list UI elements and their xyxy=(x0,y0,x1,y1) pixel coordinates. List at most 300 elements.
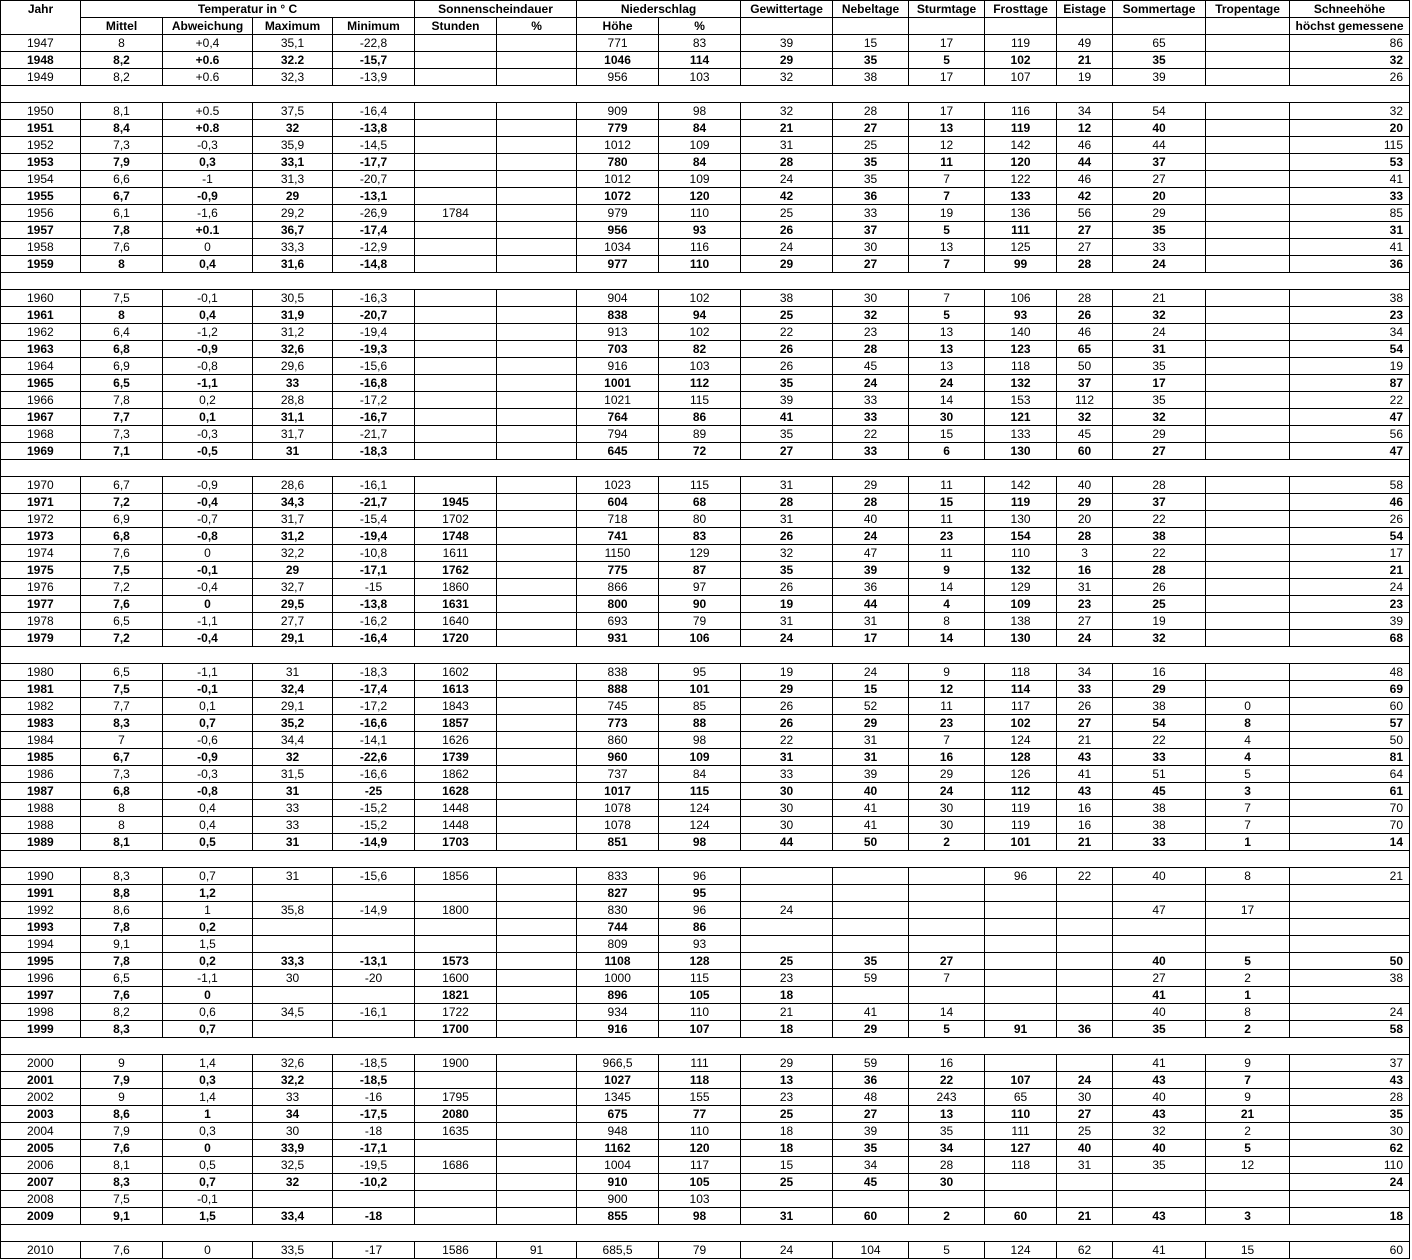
cell-nieder-prozent: 96 xyxy=(659,868,741,885)
cell-sonne-prozent xyxy=(497,52,577,69)
cell-gewittertage: 18 xyxy=(741,1021,833,1038)
cell-abweichung: 0 xyxy=(163,596,253,613)
cell-nieder-prozent: 79 xyxy=(659,613,741,630)
cell-schneehoehe: 70 xyxy=(1290,817,1410,834)
cell-nebeltage: 104 xyxy=(833,1242,909,1259)
cell-minimum: -10,8 xyxy=(333,545,415,562)
cell-frosttage xyxy=(985,953,1057,970)
cell-sonne-prozent xyxy=(497,630,577,647)
cell-eistage xyxy=(1057,902,1113,919)
cell-nebeltage: 23 xyxy=(833,324,909,341)
cell-sturmtage: 7 xyxy=(909,256,985,273)
cell-sonne-prozent xyxy=(497,766,577,783)
cell-sonne-prozent: 91 xyxy=(497,1242,577,1259)
cell-sturmtage: 19 xyxy=(909,205,985,222)
cell-tropentage xyxy=(1206,443,1290,460)
cell-tropentage: 8 xyxy=(1206,715,1290,732)
cell-nieder-prozent: 93 xyxy=(659,936,741,953)
cell-mittel: 8,8 xyxy=(81,885,163,902)
cell-nebeltage: 40 xyxy=(833,783,909,800)
cell-maximum: 31,1 xyxy=(253,409,333,426)
cell-gewittertage: 35 xyxy=(741,562,833,579)
cell-sturmtage: 17 xyxy=(909,35,985,52)
cell-stunden: 1600 xyxy=(415,970,497,987)
cell-gewittertage: 35 xyxy=(741,426,833,443)
cell-sonne-prozent xyxy=(497,1123,577,1140)
cell-jahr: 1990 xyxy=(1,868,81,885)
cell-maximum: 34 xyxy=(253,1106,333,1123)
cell-minimum: -18,3 xyxy=(333,443,415,460)
cell-gewittertage: 22 xyxy=(741,324,833,341)
cell-hoehe: 1012 xyxy=(577,171,659,188)
spacer-cell xyxy=(659,460,741,477)
cell-maximum: 32.2 xyxy=(253,52,333,69)
cell-stunden xyxy=(415,409,497,426)
cell-abweichung: 0 xyxy=(163,1140,253,1157)
cell-tropentage xyxy=(1206,290,1290,307)
spacer-cell xyxy=(909,647,985,664)
spacer-cell xyxy=(833,1038,909,1055)
cell-schneehoehe: 35 xyxy=(1290,1106,1410,1123)
cell-minimum: -13,1 xyxy=(333,188,415,205)
cell-abweichung: -0,7 xyxy=(163,511,253,528)
cell-nieder-prozent: 115 xyxy=(659,392,741,409)
table-row xyxy=(1,1004,1410,1021)
spacer-cell xyxy=(833,86,909,103)
cell-mittel: 6,9 xyxy=(81,358,163,375)
cell-mittel: 6,6 xyxy=(81,171,163,188)
cell-sturmtage: 2 xyxy=(909,834,985,851)
cell-gewittertage: 26 xyxy=(741,341,833,358)
table-row xyxy=(1,698,1410,715)
cell-maximum: 33,4 xyxy=(253,1208,333,1225)
cell-nieder-prozent: 128 xyxy=(659,953,741,970)
cell-eistage xyxy=(1057,970,1113,987)
cell-sommertage: 51 xyxy=(1113,766,1206,783)
cell-mittel: 8,3 xyxy=(81,1021,163,1038)
cell-hoehe: 1027 xyxy=(577,1072,659,1089)
cell-hoehe: 956 xyxy=(577,222,659,239)
cell-eistage: 112 xyxy=(1057,392,1113,409)
cell-sonne-prozent xyxy=(497,868,577,885)
cell-mittel: 6,5 xyxy=(81,970,163,987)
cell-eistage: 43 xyxy=(1057,749,1113,766)
cell-hoehe: 860 xyxy=(577,732,659,749)
cell-abweichung: -0,4 xyxy=(163,494,253,511)
cell-sonne-prozent xyxy=(497,817,577,834)
cell-schneehoehe: 61 xyxy=(1290,783,1410,800)
cell-nieder-prozent: 117 xyxy=(659,1157,741,1174)
cell-schneehoehe: 23 xyxy=(1290,596,1410,613)
cell-sommertage: 54 xyxy=(1113,715,1206,732)
cell-nebeltage: 33 xyxy=(833,392,909,409)
cell-nebeltage: 27 xyxy=(833,256,909,273)
cell-abweichung: 0 xyxy=(163,545,253,562)
table-row xyxy=(1,443,1410,460)
cell-hoehe: 1072 xyxy=(577,188,659,205)
cell-sommertage: 29 xyxy=(1113,205,1206,222)
cell-stunden xyxy=(415,1208,497,1225)
spacer-cell xyxy=(833,851,909,868)
cell-schneehoehe: 110 xyxy=(1290,1157,1410,1174)
cell-maximum: 33,5 xyxy=(253,1242,333,1259)
cell-schneehoehe: 68 xyxy=(1290,630,1410,647)
cell-jahr: 1998 xyxy=(1,1004,81,1021)
spacer-cell xyxy=(253,1225,333,1242)
spacer-cell xyxy=(81,86,163,103)
cell-sonne-prozent xyxy=(497,1157,577,1174)
cell-hoehe: 1078 xyxy=(577,800,659,817)
table-row xyxy=(1,715,1410,732)
spacer-cell xyxy=(163,1225,253,1242)
cell-sturmtage: 5 xyxy=(909,1242,985,1259)
cell-maximum: 28,8 xyxy=(253,392,333,409)
cell-gewittertage: 39 xyxy=(741,392,833,409)
cell-jahr: 1987 xyxy=(1,783,81,800)
cell-hoehe: 1004 xyxy=(577,1157,659,1174)
cell-minimum: -17,7 xyxy=(333,154,415,171)
cell-eistage: 29 xyxy=(1057,494,1113,511)
cell-tropentage xyxy=(1206,477,1290,494)
cell-nebeltage: 35 xyxy=(833,154,909,171)
cell-sonne-prozent xyxy=(497,800,577,817)
cell-schneehoehe: 69 xyxy=(1290,681,1410,698)
spacer-cell xyxy=(415,851,497,868)
cell-abweichung: 1 xyxy=(163,1106,253,1123)
cell-sonne-prozent xyxy=(497,936,577,953)
cell-frosttage xyxy=(985,987,1057,1004)
cell-stunden xyxy=(415,120,497,137)
cell-stunden: 1795 xyxy=(415,1089,497,1106)
spacer-cell xyxy=(81,1038,163,1055)
cell-abweichung: +0,4 xyxy=(163,35,253,52)
cell-nebeltage: 41 xyxy=(833,817,909,834)
cell-hoehe: 693 xyxy=(577,613,659,630)
cell-nieder-prozent: 105 xyxy=(659,987,741,1004)
cell-sturmtage xyxy=(909,919,985,936)
cell-schneehoehe: 18 xyxy=(1290,1208,1410,1225)
cell-sturmtage: 30 xyxy=(909,800,985,817)
cell-abweichung: -0,8 xyxy=(163,358,253,375)
cell-eistage: 28 xyxy=(1057,256,1113,273)
cell-abweichung: 0,1 xyxy=(163,698,253,715)
cell-nieder-prozent: 116 xyxy=(659,239,741,256)
cell-tropentage: 3 xyxy=(1206,783,1290,800)
cell-sturmtage: 16 xyxy=(909,1055,985,1072)
cell-nebeltage: 36 xyxy=(833,579,909,596)
cell-schneehoehe: 60 xyxy=(1290,698,1410,715)
cell-maximum: 31 xyxy=(253,868,333,885)
cell-sommertage: 24 xyxy=(1113,256,1206,273)
cell-stunden: 1843 xyxy=(415,698,497,715)
spacer-cell xyxy=(1113,86,1206,103)
cell-nieder-prozent: 110 xyxy=(659,256,741,273)
cell-sommertage: 40 xyxy=(1113,1089,1206,1106)
header-jahr: Jahr xyxy=(1,1,81,18)
cell-stunden: 2080 xyxy=(415,1106,497,1123)
spacer-cell xyxy=(253,1038,333,1055)
cell-nieder-prozent: 106 xyxy=(659,630,741,647)
cell-sturmtage xyxy=(909,936,985,953)
cell-sommertage: 41 xyxy=(1113,1242,1206,1259)
cell-jahr: 1979 xyxy=(1,630,81,647)
cell-frosttage: 140 xyxy=(985,324,1057,341)
table-row xyxy=(1,681,1410,698)
cell-mittel: 7,6 xyxy=(81,545,163,562)
cell-tropentage: 1 xyxy=(1206,987,1290,1004)
cell-eistage: 40 xyxy=(1057,1140,1113,1157)
cell-sonne-prozent xyxy=(497,1004,577,1021)
cell-gewittertage: 25 xyxy=(741,953,833,970)
cell-mittel: 8,3 xyxy=(81,868,163,885)
cell-nieder-prozent: 94 xyxy=(659,307,741,324)
cell-sommertage: 28 xyxy=(1113,562,1206,579)
cell-schneehoehe: 115 xyxy=(1290,137,1410,154)
cell-frosttage: 119 xyxy=(985,35,1057,52)
cell-frosttage: 129 xyxy=(985,579,1057,596)
table-row xyxy=(1,103,1410,120)
cell-sommertage: 32 xyxy=(1113,1123,1206,1140)
cell-maximum xyxy=(253,919,333,936)
cell-jahr: 2009 xyxy=(1,1208,81,1225)
table-row xyxy=(1,154,1410,171)
table-row xyxy=(1,290,1410,307)
spacer-cell xyxy=(1290,851,1410,868)
cell-sommertage: 40 xyxy=(1113,1004,1206,1021)
cell-nieder-prozent: 98 xyxy=(659,1208,741,1225)
cell-schneehoehe: 38 xyxy=(1290,290,1410,307)
cell-eistage: 3 xyxy=(1057,545,1113,562)
cell-sonne-prozent xyxy=(497,511,577,528)
cell-hoehe: 775 xyxy=(577,562,659,579)
cell-schneehoehe: 47 xyxy=(1290,409,1410,426)
cell-eistage: 33 xyxy=(1057,681,1113,698)
cell-tropentage xyxy=(1206,936,1290,953)
cell-gewittertage xyxy=(741,919,833,936)
cell-frosttage: 109 xyxy=(985,596,1057,613)
cell-sommertage: 35 xyxy=(1113,358,1206,375)
cell-maximum: 29 xyxy=(253,562,333,579)
cell-tropentage xyxy=(1206,1191,1290,1208)
cell-hoehe: 833 xyxy=(577,868,659,885)
table-row xyxy=(1,392,1410,409)
cell-frosttage xyxy=(985,970,1057,987)
cell-eistage: 37 xyxy=(1057,375,1113,392)
cell-frosttage: 99 xyxy=(985,256,1057,273)
cell-abweichung: 0,1 xyxy=(163,409,253,426)
cell-maximum: 32,6 xyxy=(253,341,333,358)
cell-tropentage xyxy=(1206,324,1290,341)
cell-stunden: 1862 xyxy=(415,766,497,783)
cell-maximum: 31,7 xyxy=(253,511,333,528)
cell-nieder-prozent: 155 xyxy=(659,1089,741,1106)
cell-jahr: 1952 xyxy=(1,137,81,154)
spacer-cell xyxy=(1057,1038,1113,1055)
cell-mittel: 7,8 xyxy=(81,222,163,239)
cell-hoehe: 685,5 xyxy=(577,1242,659,1259)
cell-mittel: 7,9 xyxy=(81,154,163,171)
cell-sonne-prozent xyxy=(497,562,577,579)
cell-hoehe: 800 xyxy=(577,596,659,613)
cell-stunden xyxy=(415,885,497,902)
cell-sturmtage: 23 xyxy=(909,715,985,732)
cell-stunden: 1586 xyxy=(415,1242,497,1259)
cell-nebeltage: 30 xyxy=(833,239,909,256)
cell-abweichung: 0,2 xyxy=(163,953,253,970)
cell-gewittertage xyxy=(741,936,833,953)
cell-frosttage: 154 xyxy=(985,528,1057,545)
cell-sturmtage: 15 xyxy=(909,426,985,443)
cell-sonne-prozent xyxy=(497,1208,577,1225)
cell-eistage: 45 xyxy=(1057,426,1113,443)
cell-minimum: -20,7 xyxy=(333,171,415,188)
cell-tropentage: 8 xyxy=(1206,1004,1290,1021)
cell-frosttage: 117 xyxy=(985,698,1057,715)
cell-abweichung: -0,1 xyxy=(163,562,253,579)
cell-sommertage: 40 xyxy=(1113,953,1206,970)
spacer-cell xyxy=(415,86,497,103)
cell-nieder-prozent: 72 xyxy=(659,443,741,460)
cell-eistage xyxy=(1057,936,1113,953)
table-row xyxy=(1,953,1410,970)
cell-nieder-prozent: 107 xyxy=(659,1021,741,1038)
cell-hoehe: 909 xyxy=(577,103,659,120)
cell-minimum: -14,9 xyxy=(333,902,415,919)
cell-stunden xyxy=(415,256,497,273)
cell-sonne-prozent xyxy=(497,1191,577,1208)
cell-abweichung: +0.6 xyxy=(163,52,253,69)
cell-mittel: 9 xyxy=(81,1055,163,1072)
cell-schneehoehe: 41 xyxy=(1290,239,1410,256)
cell-sturmtage: 5 xyxy=(909,1021,985,1038)
spacer-cell xyxy=(659,1225,741,1242)
spacer-cell xyxy=(163,273,253,290)
cell-tropentage xyxy=(1206,681,1290,698)
cell-minimum: -16,6 xyxy=(333,766,415,783)
cell-minimum: -15,7 xyxy=(333,52,415,69)
cell-eistage: 21 xyxy=(1057,1208,1113,1225)
cell-schneehoehe: 33 xyxy=(1290,188,1410,205)
cell-sturmtage: 23 xyxy=(909,528,985,545)
cell-stunden xyxy=(415,307,497,324)
cell-eistage xyxy=(1057,1191,1113,1208)
cell-sonne-prozent xyxy=(497,188,577,205)
cell-tropentage: 4 xyxy=(1206,749,1290,766)
cell-nieder-prozent: 77 xyxy=(659,1106,741,1123)
table-row xyxy=(1,511,1410,528)
cell-tropentage: 2 xyxy=(1206,970,1290,987)
cell-stunden xyxy=(415,1072,497,1089)
spacer-cell xyxy=(1206,1225,1290,1242)
cell-nebeltage: 36 xyxy=(833,188,909,205)
cell-jahr: 1988 xyxy=(1,800,81,817)
cell-gewittertage: 26 xyxy=(741,579,833,596)
cell-minimum: -18,3 xyxy=(333,664,415,681)
cell-sommertage: 27 xyxy=(1113,970,1206,987)
spacer-cell xyxy=(497,1038,577,1055)
cell-gewittertage: 31 xyxy=(741,477,833,494)
cell-nebeltage: 33 xyxy=(833,443,909,460)
cell-sturmtage: 27 xyxy=(909,953,985,970)
cell-tropentage xyxy=(1206,239,1290,256)
header-sommer-sub xyxy=(1113,18,1206,35)
cell-jahr: 2007 xyxy=(1,1174,81,1191)
cell-frosttage xyxy=(985,1174,1057,1191)
table-row xyxy=(1,834,1410,851)
cell-schneehoehe: 14 xyxy=(1290,834,1410,851)
cell-eistage: 28 xyxy=(1057,528,1113,545)
cell-hoehe: 977 xyxy=(577,256,659,273)
spacer-cell xyxy=(741,460,833,477)
cell-abweichung: 0 xyxy=(163,987,253,1004)
cell-minimum xyxy=(333,919,415,936)
cell-abweichung: 0,4 xyxy=(163,307,253,324)
cell-mittel: 8,2 xyxy=(81,52,163,69)
cell-minimum xyxy=(333,1021,415,1038)
table-row xyxy=(1,171,1410,188)
cell-mittel: 8 xyxy=(81,256,163,273)
cell-mittel: 7,6 xyxy=(81,596,163,613)
cell-sturmtage xyxy=(909,885,985,902)
cell-sommertage: 41 xyxy=(1113,1055,1206,1072)
cell-sommertage: 24 xyxy=(1113,324,1206,341)
cell-frosttage: 107 xyxy=(985,69,1057,86)
cell-schneehoehe: 19 xyxy=(1290,358,1410,375)
cell-stunden: 1856 xyxy=(415,868,497,885)
cell-maximum: 27,7 xyxy=(253,613,333,630)
spacer-cell xyxy=(497,273,577,290)
cell-sommertage: 37 xyxy=(1113,154,1206,171)
cell-abweichung: -0,1 xyxy=(163,1191,253,1208)
cell-minimum: -22,6 xyxy=(333,749,415,766)
cell-jahr: 1950 xyxy=(1,103,81,120)
header-niederschlag: Niederschlag xyxy=(577,1,741,18)
cell-sommertage: 22 xyxy=(1113,511,1206,528)
cell-mittel: 7,6 xyxy=(81,1242,163,1259)
cell-schneehoehe: 30 xyxy=(1290,1123,1410,1140)
spacer-cell xyxy=(577,1038,659,1055)
header-nebeltage: Nebeltage xyxy=(833,1,909,18)
cell-eistage: 27 xyxy=(1057,613,1113,630)
cell-jahr: 1980 xyxy=(1,664,81,681)
cell-hoehe: 744 xyxy=(577,919,659,936)
cell-abweichung: -0,8 xyxy=(163,528,253,545)
cell-abweichung: -1,2 xyxy=(163,324,253,341)
cell-hoehe: 718 xyxy=(577,511,659,528)
cell-frosttage: 110 xyxy=(985,545,1057,562)
cell-frosttage: 60 xyxy=(985,1208,1057,1225)
cell-gewittertage xyxy=(741,1191,833,1208)
cell-abweichung: -0,3 xyxy=(163,766,253,783)
cell-minimum: -19,5 xyxy=(333,1157,415,1174)
cell-sturmtage: 24 xyxy=(909,783,985,800)
cell-sommertage: 33 xyxy=(1113,749,1206,766)
cell-gewittertage: 33 xyxy=(741,766,833,783)
table-row xyxy=(1,35,1410,52)
cell-sonne-prozent xyxy=(497,613,577,630)
cell-frosttage: 93 xyxy=(985,307,1057,324)
spacer-cell xyxy=(577,460,659,477)
spacer-cell xyxy=(163,1038,253,1055)
cell-minimum: -17,2 xyxy=(333,392,415,409)
cell-nieder-prozent: 97 xyxy=(659,579,741,596)
cell-maximum: 31 xyxy=(253,783,333,800)
header-gewittertage: Gewittertage xyxy=(741,1,833,18)
cell-nieder-prozent: 89 xyxy=(659,426,741,443)
cell-hoehe: 948 xyxy=(577,1123,659,1140)
cell-hoehe: 1021 xyxy=(577,392,659,409)
cell-nieder-prozent: 96 xyxy=(659,902,741,919)
